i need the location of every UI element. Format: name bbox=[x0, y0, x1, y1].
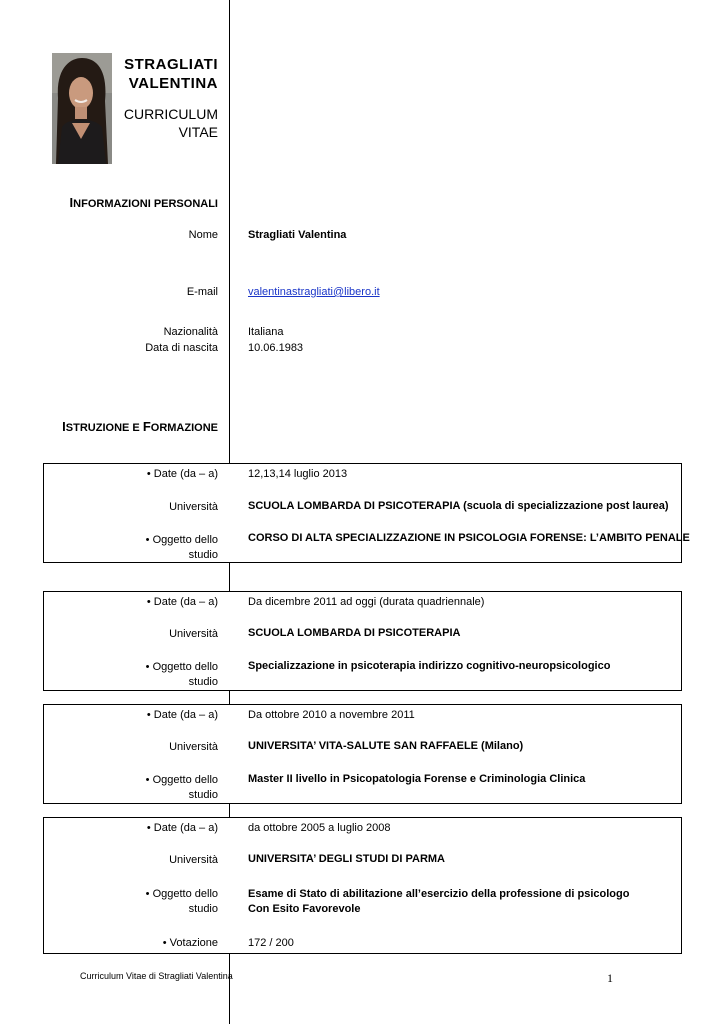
surname: STRAGLIATI bbox=[124, 56, 218, 73]
study-subject-label-line-2: studio bbox=[188, 903, 218, 915]
document-title bbox=[118, 105, 218, 141]
study-subject-value-line-1: Esame di Stato di abilitazione all’esercizio della professione di psicologo bbox=[248, 888, 630, 900]
portrait-image bbox=[52, 53, 112, 164]
section-education-rest-2: ORMAZIONE bbox=[150, 422, 218, 434]
section-education bbox=[62, 419, 218, 434]
date-value: 12,13,14 luglio 2013 bbox=[248, 468, 348, 480]
profile-photo bbox=[52, 53, 112, 164]
education-entry bbox=[43, 463, 690, 563]
study-subject-value: Master II livello in Psicopatologia Forense e Criminologia Clinica bbox=[248, 773, 586, 785]
name-value: Stragliati Valentina bbox=[248, 229, 347, 241]
section-personal-rest: NFORMAZIONI PERSONALI bbox=[73, 198, 218, 210]
given-name: VALENTINA bbox=[128, 75, 218, 92]
education-entry bbox=[43, 591, 682, 691]
study-subject-label-line-2: studio bbox=[188, 549, 218, 561]
date-label: • Date (da – a) bbox=[146, 822, 218, 834]
university-label: Università bbox=[169, 628, 218, 640]
study-subject-label bbox=[146, 773, 218, 803]
footer-text: Curriculum Vitae di Stragliati Valentina bbox=[80, 971, 233, 981]
document-title-line-1: CURRICULUM bbox=[123, 106, 218, 122]
university-value: SCUOLA LOMBARDA DI PSICOTERAPIA bbox=[248, 627, 461, 639]
section-education-rest-1: STRUZIONE E bbox=[65, 422, 143, 434]
name-label: Nome bbox=[188, 229, 218, 241]
education-entry bbox=[43, 704, 682, 804]
birthdate-label: Data di nascita bbox=[145, 342, 218, 354]
university-label: Università bbox=[169, 741, 218, 753]
page-number: 1 bbox=[607, 971, 613, 985]
birthdate-value: 10.06.1983 bbox=[248, 342, 304, 354]
date-value: da ottobre 2005 a luglio 2008 bbox=[248, 822, 391, 834]
grade-label: • Votazione bbox=[162, 937, 218, 949]
nationality-label: Nazionalità bbox=[163, 326, 218, 338]
email-label: E-mail bbox=[186, 286, 218, 298]
education-entry bbox=[43, 817, 682, 954]
section-personal-info bbox=[70, 195, 218, 210]
date-label: • Date (da – a) bbox=[146, 709, 218, 721]
study-subject-label bbox=[146, 887, 218, 917]
study-subject-value-line-2: Con Esito Favorevole bbox=[248, 903, 361, 915]
university-label: Università bbox=[169, 501, 218, 513]
date-value: Da dicembre 2011 ad oggi (durata quadriennale) bbox=[248, 596, 485, 608]
study-subject-label bbox=[146, 660, 218, 690]
section-education-initial-2: F bbox=[142, 419, 151, 434]
study-subject-label bbox=[146, 533, 218, 563]
study-subject-label-line-1: • Oggetto dello bbox=[145, 774, 218, 786]
section-education-initial-1: I bbox=[62, 419, 66, 434]
cv-owner-name bbox=[118, 55, 218, 93]
study-subject-label-line-1: • Oggetto dello bbox=[145, 534, 218, 546]
date-label: • Date (da – a) bbox=[146, 468, 218, 480]
study-subject-value bbox=[248, 887, 629, 917]
university-value: UNIVERSITA’ VITA-SALUTE SAN RAFFAELE (Milano) bbox=[248, 740, 524, 752]
section-personal-initial: I bbox=[69, 195, 74, 210]
grade-value: 172 / 200 bbox=[248, 937, 294, 949]
nationality-value: Italiana bbox=[248, 326, 284, 338]
university-value: UNIVERSITA’ DEGLI STUDI DI PARMA bbox=[248, 853, 445, 865]
email-link[interactable]: valentinastragliati@libero.it bbox=[248, 286, 380, 298]
university-value: SCUOLA LOMBARDA DI PSICOTERAPIA (scuola di specializzazione post laurea) bbox=[248, 500, 669, 512]
study-subject-label-line-1: • Oggetto dello bbox=[145, 661, 218, 673]
study-subject-label-line-1: • Oggetto dello bbox=[145, 888, 218, 900]
date-label: • Date (da – a) bbox=[146, 596, 218, 608]
study-subject-value: CORSO DI ALTA SPECIALIZZAZIONE IN PSICOLOGIA FORENSE: L’AMBITO PENALE bbox=[248, 532, 690, 544]
date-value: Da ottobre 2010 a novembre 2011 bbox=[248, 709, 415, 721]
university-label: Università bbox=[169, 854, 218, 866]
document-title-line-2: VITAE bbox=[178, 124, 218, 140]
study-subject-label-line-2: studio bbox=[188, 676, 218, 688]
study-subject-value: Specializzazione in psicoterapia indirizzo cognitivo-neuropsicologico bbox=[248, 660, 611, 672]
study-subject-label-line-2: studio bbox=[188, 789, 218, 801]
